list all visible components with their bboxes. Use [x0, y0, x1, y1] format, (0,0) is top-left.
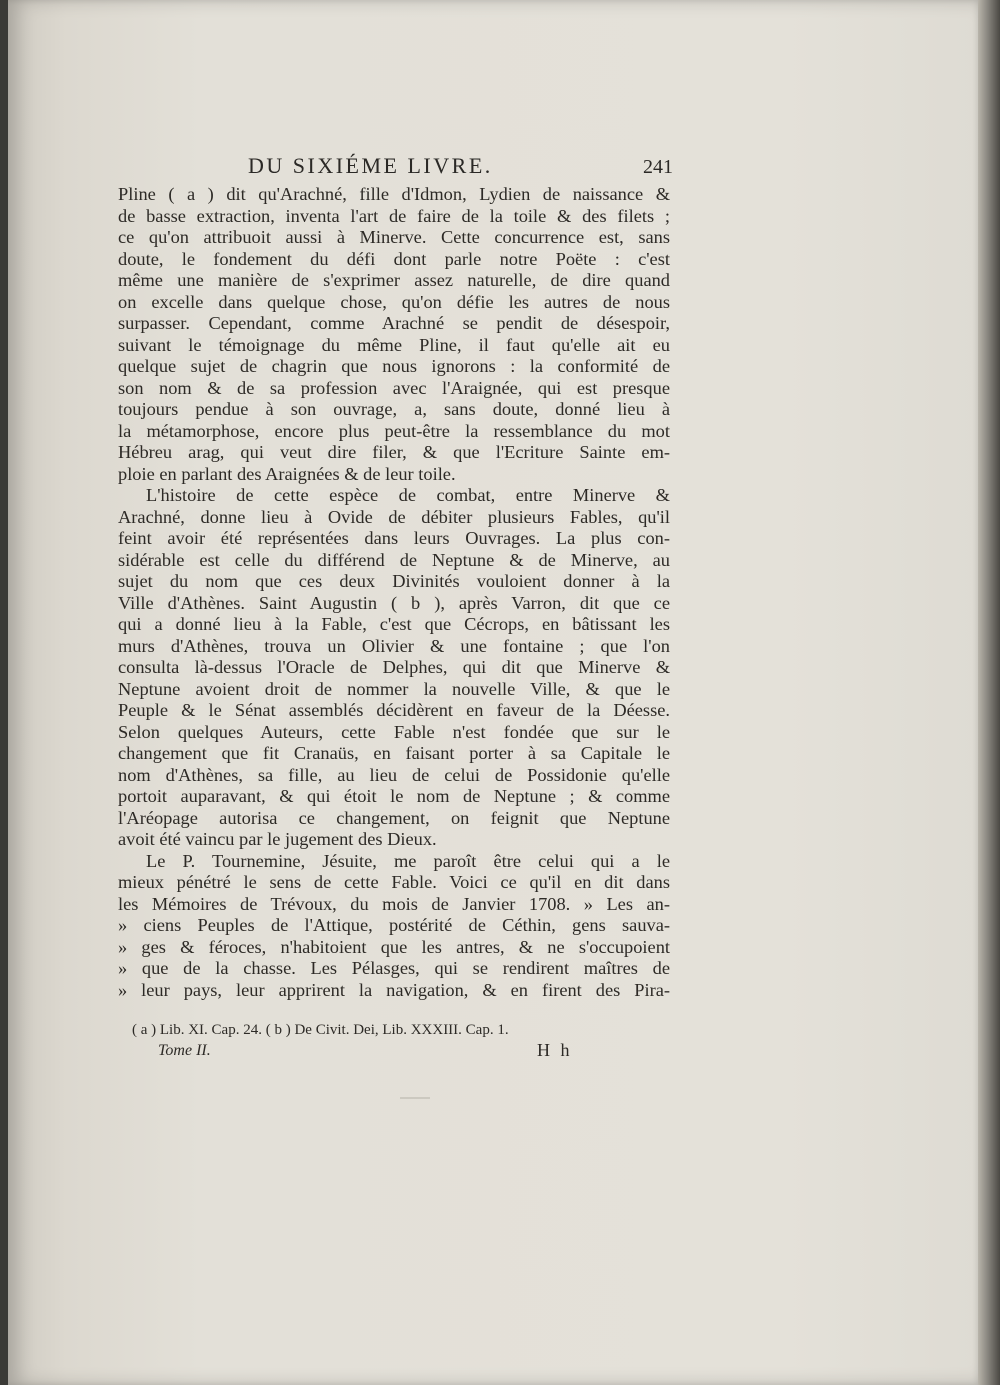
text-line: suivant le témoignage du même Pline, il faut qu'elle ait eu	[118, 334, 670, 355]
text-line: Ville d'Athènes. Saint Augustin ( b ), après Varron, dit que ce	[118, 592, 670, 613]
text-line: Neptune avoient droit de nommer la nouvelle Ville, & que le	[118, 678, 670, 699]
text-line: toujours pendue à son ouvrage, a, sans doute, donné lieu à	[118, 399, 670, 419]
text-line: de basse extraction, inventa l'art de faire de la toile & des filets ;	[118, 205, 670, 226]
text-line: » leur pays, leur apprirent la navigation, & en firent des Pira-	[118, 979, 670, 1000]
text-line: feint avoir été représentées dans leurs Ouvrages. La plus con-	[118, 528, 670, 548]
text-line: portoit auparavant, & qui étoit le nom de Neptune ; & comme	[118, 786, 670, 806]
text-line: sidérable est celle du différend de Neptune & de Minerve, au	[118, 549, 670, 570]
text-line: » ciens Peuples de l'Attique, postérité de Céthin, gens sauva-	[118, 915, 670, 935]
text-line: changement que fit Cranaüs, en faisant porter à sa Capitale le	[118, 743, 670, 763]
page-number: 241	[643, 156, 673, 178]
text-line: Selon quelques Auteurs, cette Fable n'est fondée que sur le	[118, 721, 670, 742]
text-line: les Mémoires de Trévoux, du mois de Janvier 1708. » Les an-	[118, 893, 670, 914]
text-line: surpasser. Cependant, comme Arachné se pendit de désespoir,	[118, 313, 670, 333]
text-line: Arachné, donne lieu à Ovide de débiter plusieurs Fables, qu'il	[118, 506, 670, 527]
tome-label: Tome II.	[158, 1042, 211, 1059]
paper-mark	[400, 1097, 430, 1099]
text-line: qui a donné lieu à la Fable, c'est que Cécrops, en bâtissant les	[118, 614, 670, 634]
text-line: quelque sujet de chagrin que nous ignorons : la conformité de	[118, 356, 670, 376]
page-fore-edge	[978, 0, 1000, 1385]
page-header	[243, 153, 673, 185]
signature-mark: H h	[537, 1040, 573, 1060]
text-line: L'histoire de cette espèce de combat, entre Minerve &	[146, 485, 670, 505]
text-line: sujet du nom que ces deux Divinités vouloient donner à la	[118, 571, 670, 591]
text-line: nom d'Athènes, sa fille, au lieu de celui de Possidonie qu'elle	[118, 764, 670, 785]
text-line: mieux pénétré le sens de cette Fable. Voici ce qu'il en dit dans	[118, 872, 670, 892]
main-text	[118, 184, 670, 1001]
running-head: DU SIXIÉME LIVRE.	[248, 153, 493, 178]
text-line: Hébreu arag, qui veut dire filer, & que l'Ecriture Sainte em-	[118, 442, 670, 462]
footnote: ( a ) Lib. XI. Cap. 24. ( b ) De Civit. Dei, Lib. XXXIII. Cap. 1.	[132, 1022, 509, 1038]
text-line: ploie en parlant des Araignées & de leur toile.	[118, 463, 456, 484]
text-line: son nom & de sa profession avec l'Araignée, qui est presque	[118, 377, 670, 398]
text-line: ce qu'on attribuoit aussi à Minerve. Cette concurrence est, sans	[118, 227, 670, 247]
text-line: on excelle dans quelque chose, qu'on défie les autres de nous	[118, 291, 670, 312]
text-line: avoit été vaincu par le jugement des Dieux.	[118, 829, 437, 849]
text-line: l'Aréopage autorisa ce changement, on feignit que Neptune	[118, 807, 670, 828]
text-line: la métamorphose, encore plus peut-être la ressemblance du mot	[118, 420, 670, 441]
text-line: murs d'Athènes, trouva un Olivier & une fontaine ; que l'on	[118, 635, 670, 656]
text-line: » que de la chasse. Les Pélasges, qui se rendirent maîtres de	[118, 958, 670, 978]
text-line: consulta là-dessus l'Oracle de Delphes, qui dit que Minerve &	[118, 657, 670, 677]
text-line: Pline ( a ) dit qu'Arachné, fille d'Idmon, Lydien de naissance &	[118, 184, 670, 204]
text-line: Peuple & le Sénat assemblés décidèrent en faveur de la Déesse.	[118, 700, 670, 720]
text-line: même une manière de s'exprimer assez naturelle, de dire quand	[118, 270, 670, 290]
text-line: Le P. Tournemine, Jésuite, me paroît être celui qui a le	[146, 850, 670, 871]
text-line: doute, le fondement du défi dont parle notre Poëte : c'est	[118, 248, 670, 269]
text-line: » ges & féroces, n'habitoient que les antres, & ne s'occupoient	[118, 936, 670, 957]
